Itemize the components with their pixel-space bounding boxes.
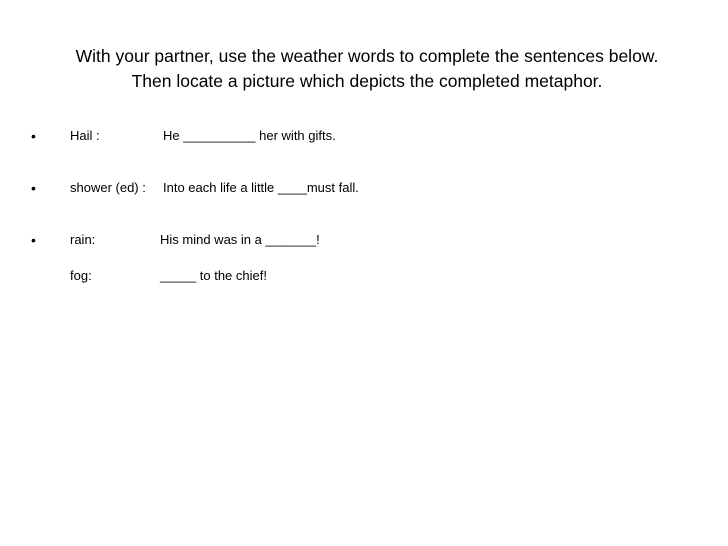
weather-term-fog: fog:: [70, 268, 92, 283]
bullet-marker: •: [31, 232, 36, 248]
slide-title: [0, 44, 728, 94]
title-line-2: Then locate a picture which depicts the completed metaphor.: [131, 71, 603, 91]
bullet-marker: •: [31, 128, 36, 144]
weather-term-shower: shower (ed) :: [70, 180, 146, 195]
bullet-marker: •: [31, 180, 36, 196]
weather-term-rain: rain:: [70, 232, 96, 247]
sentence-rain: His mind was in a _______!: [160, 232, 320, 247]
sentence-shower: Into each life a little ____must fall.: [163, 180, 359, 195]
weather-term-hail: Hail :: [70, 128, 100, 143]
sentence-fog: _____ to the chief!: [160, 268, 267, 283]
title-line-1: With your partner, use the weather words to complete the sentences below.: [75, 46, 659, 66]
sentence-hail: He __________ her with gifts.: [163, 128, 336, 143]
